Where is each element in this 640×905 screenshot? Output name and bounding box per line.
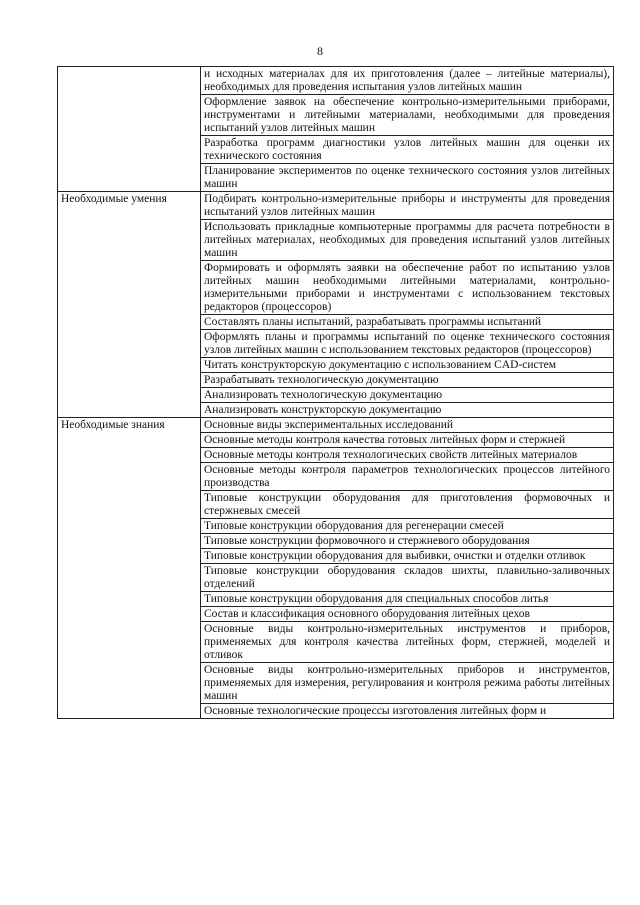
table-row: [58, 67, 614, 95]
section-item: Составлять планы испытаний, разрабатывать программы испытаний: [201, 315, 614, 330]
section-item: Планирование экспериментов по оценке технического состояния узлов литейных машин: [201, 164, 614, 192]
section-item: Оформлять планы и программы испытаний по оценке технического состояния узлов литейных машин с использованием текстовых редакторов (процессоров): [201, 330, 614, 358]
requirements-table: [57, 66, 614, 719]
section-item: и исходных материалах для их приготовления (далее – литейные материалы), необходимых для проведения испытания узлов литейных машин: [201, 67, 614, 95]
page-number: 8: [317, 44, 323, 58]
section-item: Анализировать технологическую документацию: [201, 388, 614, 403]
table-row: [58, 192, 614, 220]
section-item: Читать конструкторскую документацию с использованием CAD-систем: [201, 358, 614, 373]
section-item: Типовые конструкции оборудования для выбивки, очистки и отделки отливок: [201, 549, 614, 564]
section-item: Типовые конструкции формовочного и стержневого оборудования: [201, 534, 614, 549]
section-item: Подбирать контрольно-измерительные приборы и инструменты для проведения испытаний узлов литейных машин: [201, 192, 614, 220]
section-item: Основные виды контрольно-измерительных приборов и инструментов, применяемых для измерения, регулирования и контроля режима работы литейных машин: [201, 663, 614, 704]
section-item: Состав и классификация основного оборудования литейных цехов: [201, 607, 614, 622]
section-item: Основные виды экспериментальных исследований: [201, 418, 614, 433]
section-label: [58, 67, 201, 192]
section-item: Анализировать конструкторскую документацию: [201, 403, 614, 418]
section-item: Основные методы контроля качества готовых литейных форм и стержней: [201, 433, 614, 448]
section-item: Основные методы контроля технологических свойств литейных материалов: [201, 448, 614, 463]
section-label: Необходимые умения: [58, 192, 201, 418]
section-item: Основные виды контрольно-измерительных инструментов и приборов, применяемых для контроля качества литейных форм, стержней, моделей и отливок: [201, 622, 614, 663]
section-item: Оформление заявок на обеспечение контрольно-измерительными приборами, инструментами и литейными материалами, необходимыми для проведения испытаний узлов литейных машин: [201, 95, 614, 136]
section-item: Типовые конструкции оборудования для приготовления формовочных и стержневых смесей: [201, 491, 614, 519]
section-item: Типовые конструкции оборудования для специальных способов литья: [201, 592, 614, 607]
section-item: Разрабатывать технологическую документацию: [201, 373, 614, 388]
section-item: Разработка программ диагностики узлов литейных машин для оценки их технического состояния: [201, 136, 614, 164]
section-item: Основные технологические процессы изготовления литейных форм и: [201, 704, 614, 719]
section-item: Основные методы контроля параметров технологических процессов литейного производства: [201, 463, 614, 491]
section-item: Типовые конструкции оборудования для регенерации смесей: [201, 519, 614, 534]
table-row: [58, 418, 614, 433]
section-label: Необходимые знания: [58, 418, 201, 719]
section-item: Использовать прикладные компьютерные программы для расчета потребности в литейных материалах, необходимых для проведения испытаний узлов литейных машин: [201, 220, 614, 261]
section-item: Типовые конструкции оборудования складов шихты, плавильно-заливочных отделений: [201, 564, 614, 592]
section-item: Формировать и оформлять заявки на обеспечение работ по испытанию узлов литейных машин необходимыми литейными материалами, контрольно-измерительными приборами и инструментами с использованием текстовых редакторов (процессоров): [201, 261, 614, 315]
